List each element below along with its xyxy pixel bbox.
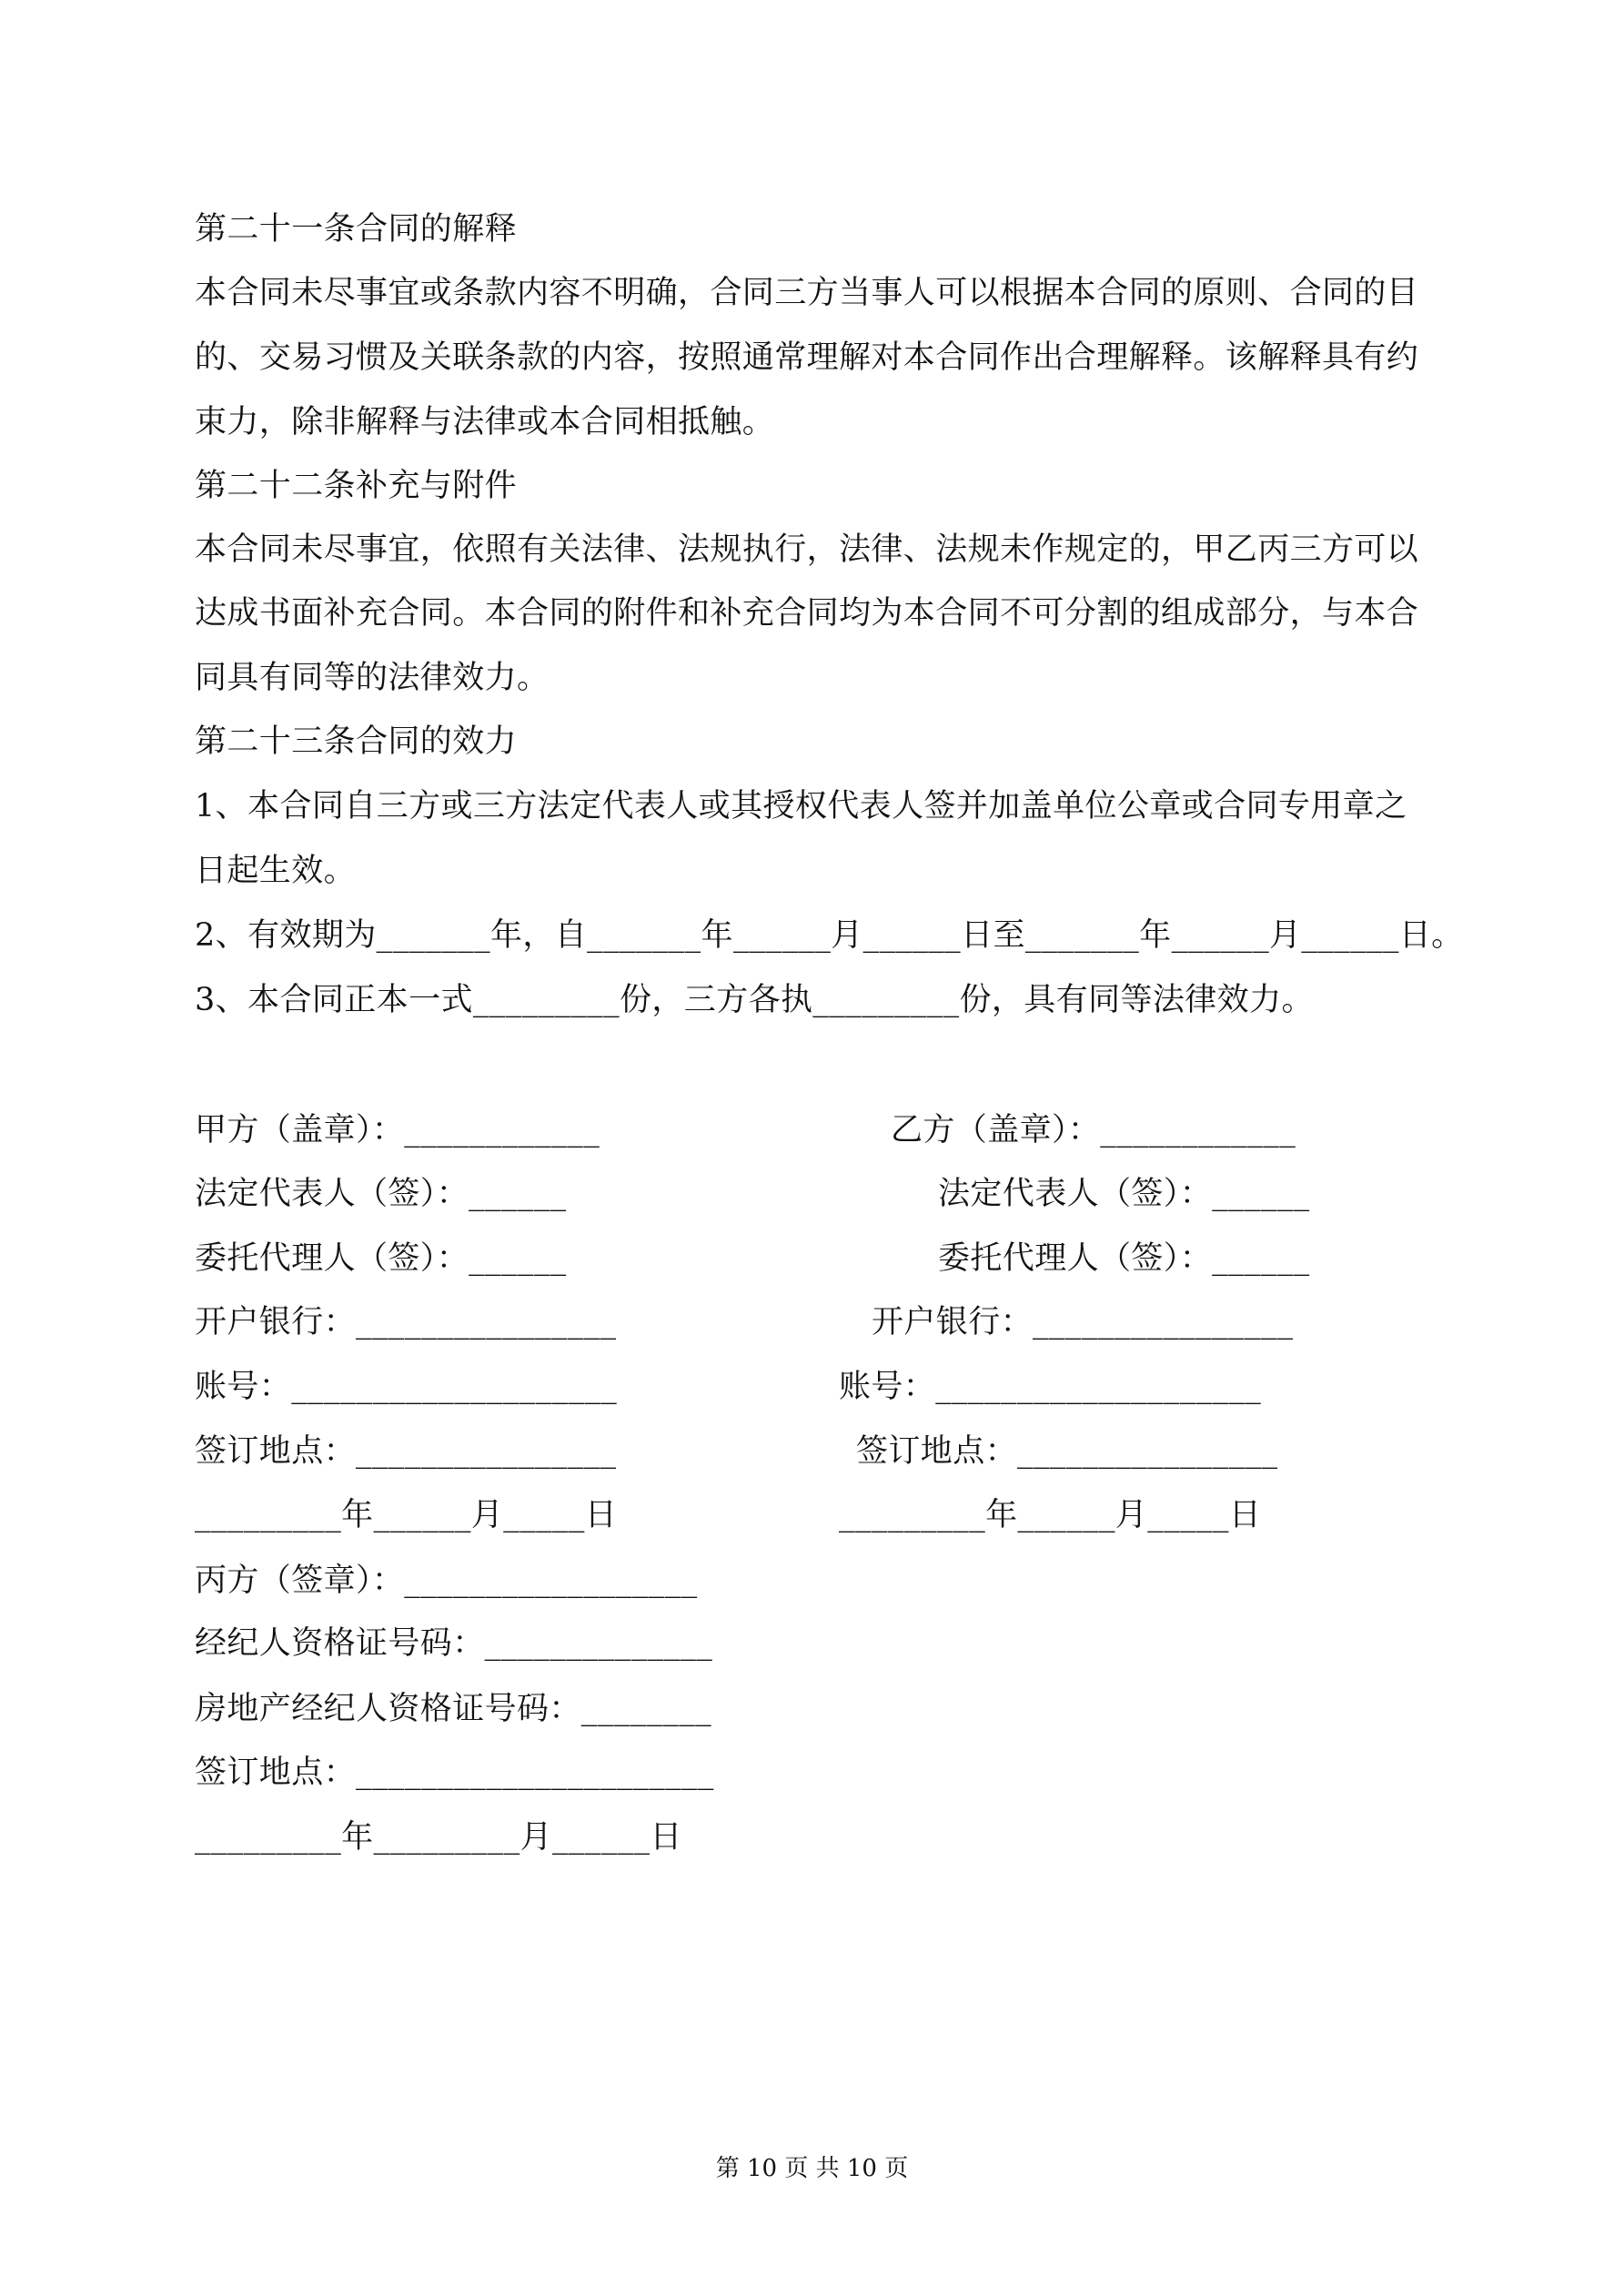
agent-license-number: 经纪人资格证号码：______________ [195,1625,713,1662]
article-22-line: 本合同未尽事宜，依照有关法律、法规执行，法律、法规未作规定的，甲乙丙三方可以 [195,531,1419,568]
party-c-place: 签订地点：______________________ [195,1755,714,1791]
article-21-title: 第二十一条合同的解释 [195,211,518,248]
real-estate-agent-license-number: 房地产经纪人资格证号码：________ [195,1691,712,1727]
party-a-account: 账号：____________________ [195,1369,618,1405]
party-b-date: _________年______月_____日 [839,1497,1262,1533]
party-b-agent: 委托代理人（签）：______ [938,1240,1310,1277]
party-c-date: _________年_________月______日 [195,1819,682,1856]
copies-line: 3、本合同正本一式_________份，三方各执_________份，具有同等法律效力。 [195,982,1314,1018]
article-22-title: 第二十二条补充与附件 [195,468,518,504]
article-23-line: 1、本合同自三方或三方法定代表人或其授权代表人签并加盖单位公章或合同专用章之 [195,788,1407,824]
party-a-legal-rep: 法定代表人（签）：______ [195,1176,567,1212]
party-b-bank: 开户银行：________________ [872,1304,1294,1340]
article-23-line: 日起生效。 [195,853,357,889]
party-a-place: 签订地点：________________ [195,1433,617,1470]
article-21-line: 束力，除非解释与法律或本合同相抵触。 [195,404,775,440]
party-a-date: _________年______月_____日 [195,1497,618,1533]
party-b-account: 账号：____________________ [839,1369,1262,1405]
party-b-place: 签订地点：________________ [856,1433,1278,1470]
party-b-seal: 乙方（盖章）：____________ [891,1112,1296,1148]
article-21-line: 本合同未尽事宜或条款内容不明确，合同三方当事人可以根据本合同的原则、合同的目 [195,275,1419,311]
validity-period-line: 2、有效期为_______年，自_______年______月______日至_______年______月______日。 [195,917,1464,954]
article-21-line: 的、交易习惯及关联条款的内容，按照通常理解对本合同作出合理解释。该解释具有约 [195,339,1419,376]
party-c-seal: 丙方（签章）：__________________ [195,1563,698,1599]
party-a-agent: 委托代理人（签）：______ [195,1240,567,1277]
article-22-line: 达成书面补充合同。本合同的附件和补充合同均为本合同不可分割的组成部分，与本合 [195,595,1419,632]
party-a-bank: 开户银行：________________ [195,1304,617,1340]
party-b-legal-rep: 法定代表人（签）：______ [938,1176,1310,1212]
article-23-title: 第二十三条合同的效力 [195,723,518,760]
article-22-line: 同具有同等的法律效力。 [195,660,550,696]
page-number: 第 10 页 共 10 页 [715,2155,909,2182]
party-a-seal: 甲方（盖章）：____________ [195,1112,600,1148]
